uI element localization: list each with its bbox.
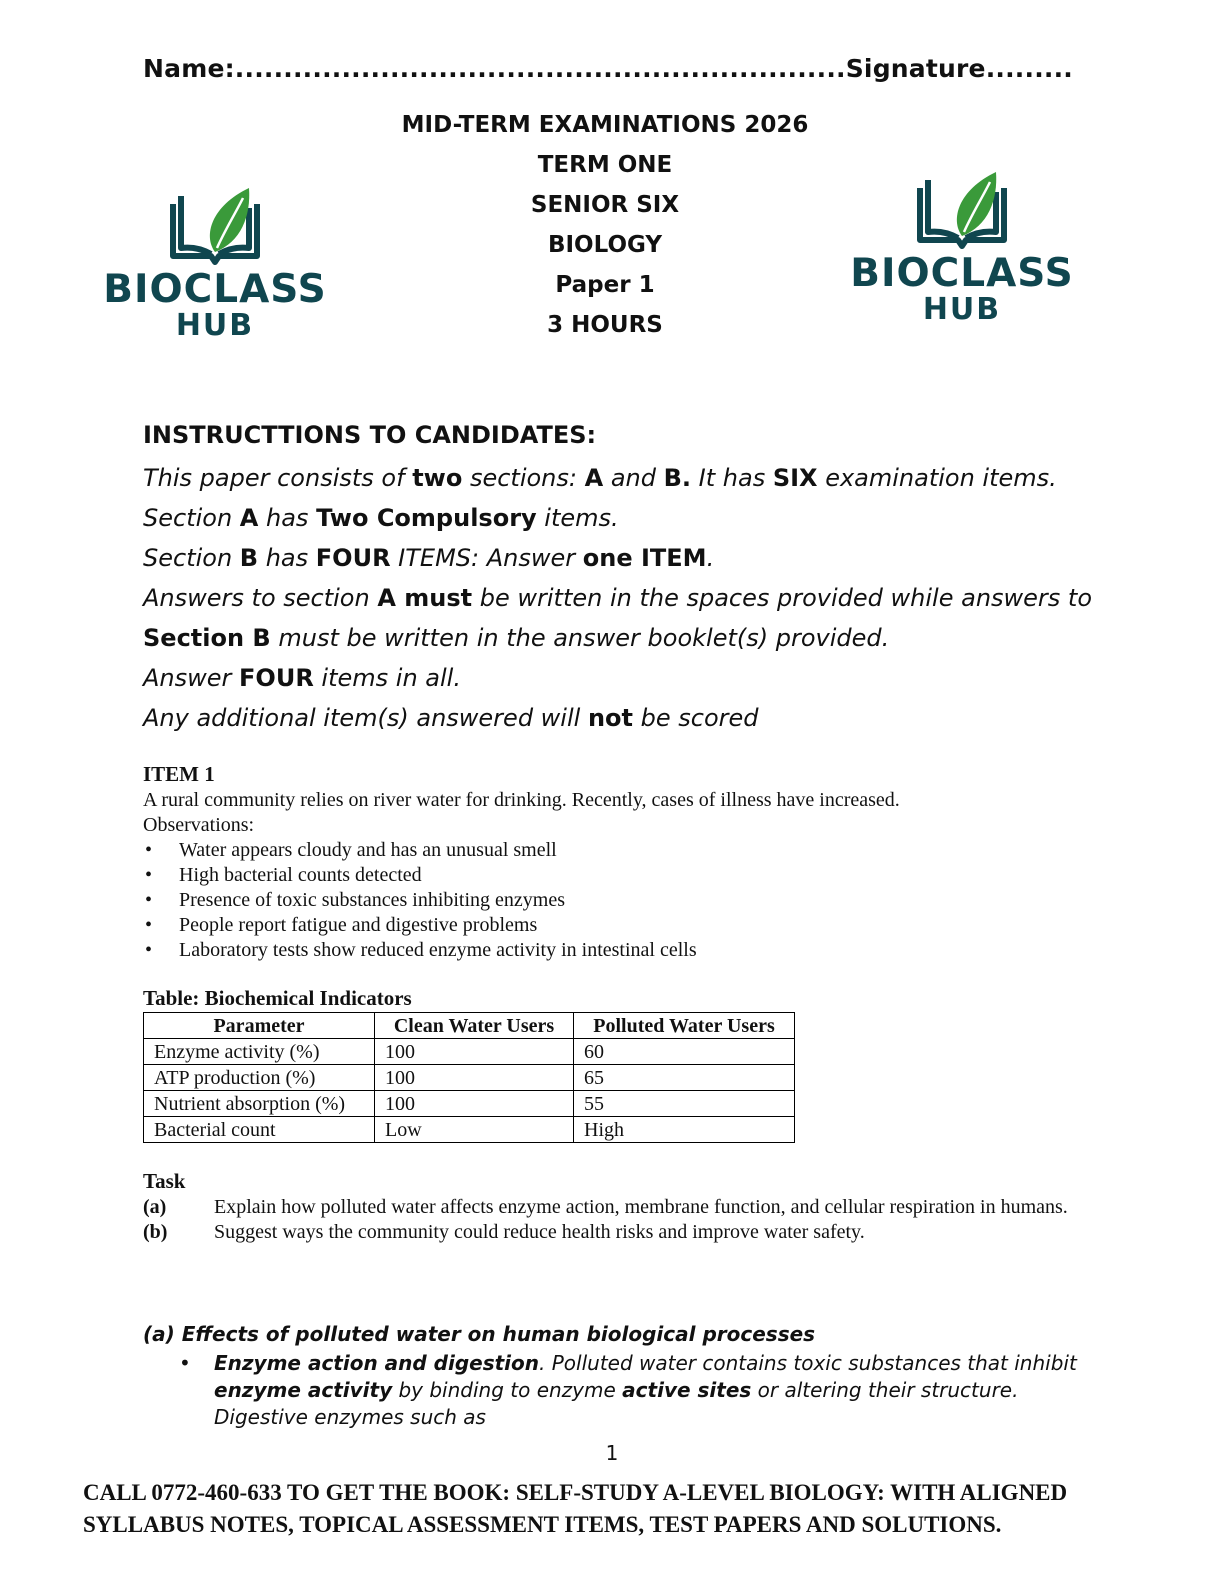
biochemical-indicators-table (143, 1012, 795, 1143)
table-row (144, 1117, 795, 1143)
name-signature-line (143, 54, 1073, 83)
table-cell: Enzyme activity (%) (144, 1039, 375, 1065)
table-header: Polluted Water Users (574, 1013, 795, 1039)
table-cell: 100 (375, 1065, 574, 1091)
logo-word-bioclass: BIOCLASS (103, 267, 327, 312)
table-title: Table: Biochemical Indicators (143, 986, 412, 1010)
table-row (144, 1065, 795, 1091)
logo-word-hub: HUB (922, 292, 1002, 327)
table-cell: High (574, 1117, 795, 1143)
table-cell: 60 (574, 1039, 795, 1065)
table-header-row (144, 1013, 795, 1039)
table-row (144, 1039, 795, 1065)
exam-duration: 3 HOURS (547, 312, 663, 338)
list-item: • Water appears cloudy and has an unusual smell (143, 838, 1103, 863)
task-b (143, 1220, 1083, 1245)
logo-left (95, 186, 335, 342)
task-a-text: Explain how polluted water affects enzyme action, membrane function, and cellular respiration in humans. (214, 1196, 1068, 1218)
list-item: • Laboratory tests show reduced enzyme activity in intestinal cells (143, 938, 1103, 963)
instruction-line-6: Answer FOUR items in all. (143, 664, 461, 692)
logo-right (842, 170, 1082, 326)
task-a (143, 1195, 1083, 1220)
task-title: Task (143, 1169, 186, 1193)
table-cell: Bacterial count (144, 1117, 375, 1143)
open-book-leaf-icon (163, 186, 267, 270)
logo-word-bioclass: BIOCLASS (850, 251, 1074, 296)
instruction-line-7: Any additional item(s) answered will not be scored (143, 704, 759, 732)
item-1-block (143, 760, 1103, 963)
answer-heading: (a) Effects of polluted water on human biological processes (143, 1322, 816, 1346)
table-cell: Low (375, 1117, 574, 1143)
footer-line-1: CALL 0772-460-633 TO GET THE BOOK: SELF-STUDY A-LEVEL BIOLOGY: WITH ALIGNED (83, 1480, 1068, 1505)
footer-line-2: SYLLABUS NOTES, TOPICAL ASSESSMENT ITEMS, TEST PAPERS AND SOLUTIONS. (83, 1512, 1002, 1537)
exam-subject: BIOLOGY (547, 232, 663, 258)
task-b-label: (b) (143, 1221, 168, 1243)
logo-word-hub: HUB (175, 308, 255, 343)
signature-label: Signature (845, 54, 986, 83)
exam-class: SENIOR SIX (530, 192, 680, 218)
exam-title: MID-TERM EXAMINATIONS 2026 (401, 112, 809, 138)
table-row (144, 1091, 795, 1117)
table-cell: 100 (375, 1039, 574, 1065)
signature-dots: ......... (985, 54, 1073, 83)
footer-advert (83, 1477, 1143, 1541)
item-intro: A rural community relies on river water for drinking. Recently, cases of illness have increased. (143, 789, 900, 811)
name-label: Name: (143, 54, 235, 83)
observations-list (143, 838, 1103, 963)
open-book-leaf-icon (910, 170, 1014, 254)
name-dots: ............................................................... (234, 54, 846, 83)
table-cell: 100 (375, 1091, 574, 1117)
table-header: Parameter (144, 1013, 375, 1039)
page-number: 1 (605, 1441, 619, 1465)
table-cell: 65 (574, 1065, 795, 1091)
instruction-line-1: This paper consists of two sections: A and B. It has SIX examination items. (143, 464, 1057, 492)
answer-bullet-enzyme-action: • Enzyme action and digestion. Polluted water contains toxic substances that inhibit enzyme activity by binding to enzyme active sites or altering their structure. Digestive enzymes such as (143, 1350, 1083, 1431)
table-cell: ATP production (%) (144, 1065, 375, 1091)
instruction-line-5: Section B must be written in the answer booklet(s) provided. (143, 624, 890, 652)
instruction-line-3: Section B has FOUR ITEMS: Answer one ITEM. (143, 544, 715, 572)
table-cell: 55 (574, 1091, 795, 1117)
item-title: ITEM 1 (143, 762, 215, 786)
observations-label: Observations: (143, 814, 255, 836)
exam-paper: Paper 1 (555, 272, 655, 298)
table-header: Clean Water Users (375, 1013, 574, 1039)
exam-header (395, 107, 815, 347)
instruction-line-4: Answers to section A must be written in the spaces provided while answers to (143, 584, 1093, 612)
instructions-heading: INSTRUCTTIONS TO CANDIDATES: (143, 421, 597, 449)
list-item: • High bacterial counts detected (143, 863, 1103, 888)
biochemical-table-block (143, 985, 795, 1143)
task-a-label: (a) (143, 1196, 167, 1218)
list-item: • Presence of toxic substances inhibiting enzymes (143, 888, 1103, 913)
exam-term: TERM ONE (537, 152, 673, 178)
table-cell: Nutrient absorption (%) (144, 1091, 375, 1117)
task-block (143, 1167, 1083, 1245)
answer-block (143, 1320, 1083, 1431)
instruction-line-2: Section A has Two Compulsory items. (143, 504, 619, 532)
task-b-text: Suggest ways the community could reduce health risks and improve water safety. (214, 1221, 865, 1243)
instructions-block (143, 418, 1143, 738)
list-item: • People report fatigue and digestive problems (143, 913, 1103, 938)
